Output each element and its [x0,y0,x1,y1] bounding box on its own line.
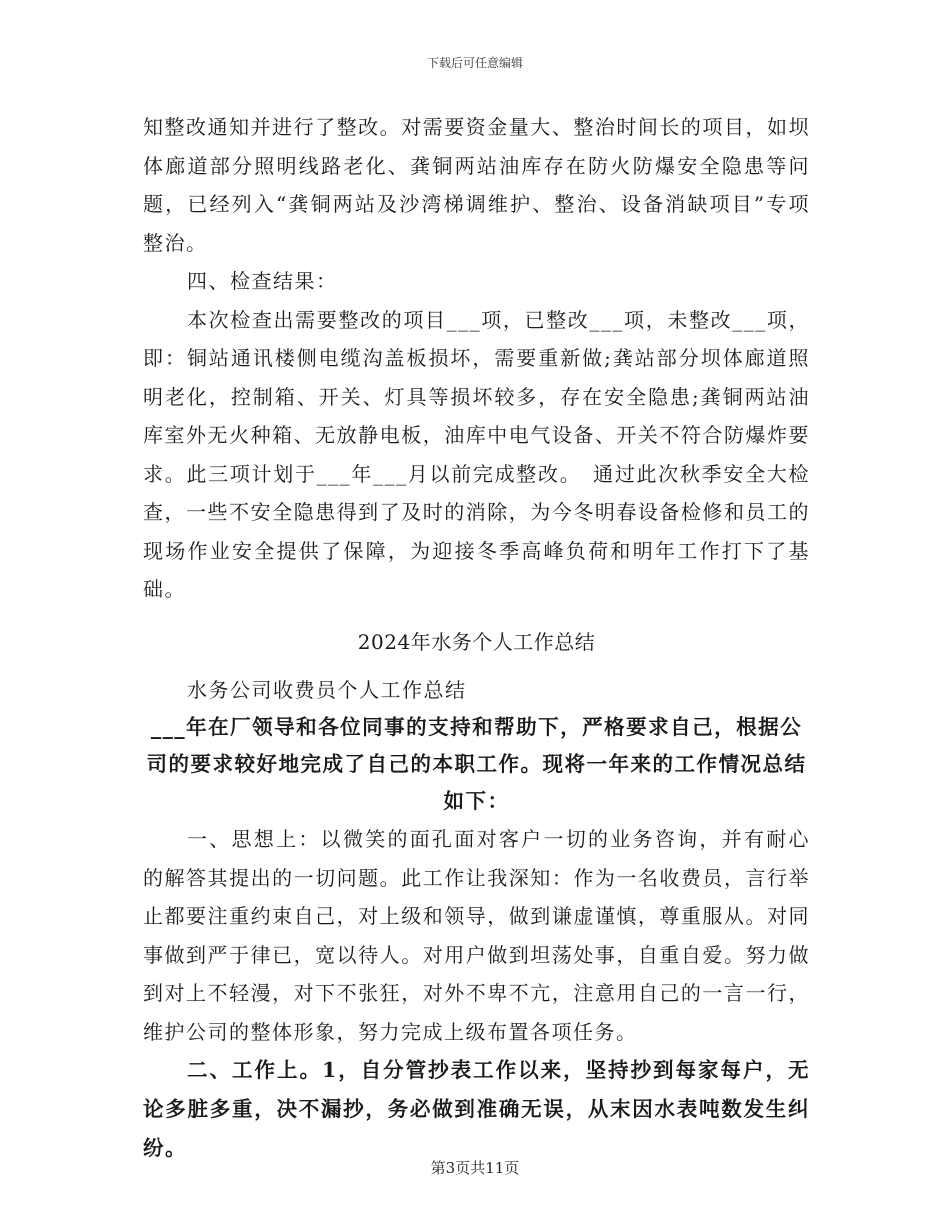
document-body [143,108,810,1168]
intro-bold-paragraph: ___年在厂领导和各位同事的支持和帮助下，严格要求自己，根据公司的要求较好地完成了自己的本职工作。现将一年来的工作情况总结如下： [146,715,807,813]
paragraph-rectification: 知整改通知并进行了整改。对需要资金量大、整治时间长的项目，如坝体廊道部分照明线路老化、龚铜两站油库存在防火防爆安全隐患等问题，已经列入“龚铜两站及沙湾梯调维护、整治、设备消缺项目”专项整治。 [143,115,810,255]
page-number-footer: 第3页共11页 [430,1159,520,1177]
paragraph-work-bold: 二、工作上。1，自分管抄表工作以来，坚持抄到每家每户，无论多脏多重，决不漏抄，务必做到准确无误，从末因水表吨数发生纠纷。 [143,1058,810,1160]
page-header-note: 下载后可任意编辑 [426,56,523,70]
section-title: 2024年水务个人工作总结 [357,629,596,654]
paragraph-inspection-results: 本次检查出需要整改的项目___项，已整改___项，未整改___项，即：铜站通讯楼侧电缆沟盖板损坏，需要重新做;龚站部分坝体廊道照明老化，控制箱、开关、灯具等损坏较多，存在安全隐患;龚铜两站油库室外无火种箱、无放静电板，油库中电气设备、开关不符合防爆炸要求。此三项计划于___年___月以前完成整改。 通过此次秋季安全大检查，一些不安全隐患得到了及时的消除，为今冬明春设备检修和员工的现场作业安全提供了保障，为迎接冬季高峰负荷和明年工作打下了基础。 [143,307,810,601]
heading-inspection-results: 四、检查结果： [187,269,338,293]
section-subtitle: 水务公司收费员个人工作总结 [187,677,467,702]
paragraph-thought: 一、思想上：以微笑的面孔面对客户一切的业务咨询，并有耐心的解答其提出的一切问题。此工作让我深知：作为一名收费员，言行举止都要注重约束自己，对上级和领导，做到谦虚谨慎，尊重服从。对同事做到严于律已，宽以待人。对用户做到坦荡处事，自重自爱。努力做到对上不轻漫，对下不张狂，对外不卑不亢，注意用自己的一言一行，维护公司的整体形象，努力完成上级布置各项任务。 [143,827,810,1044]
